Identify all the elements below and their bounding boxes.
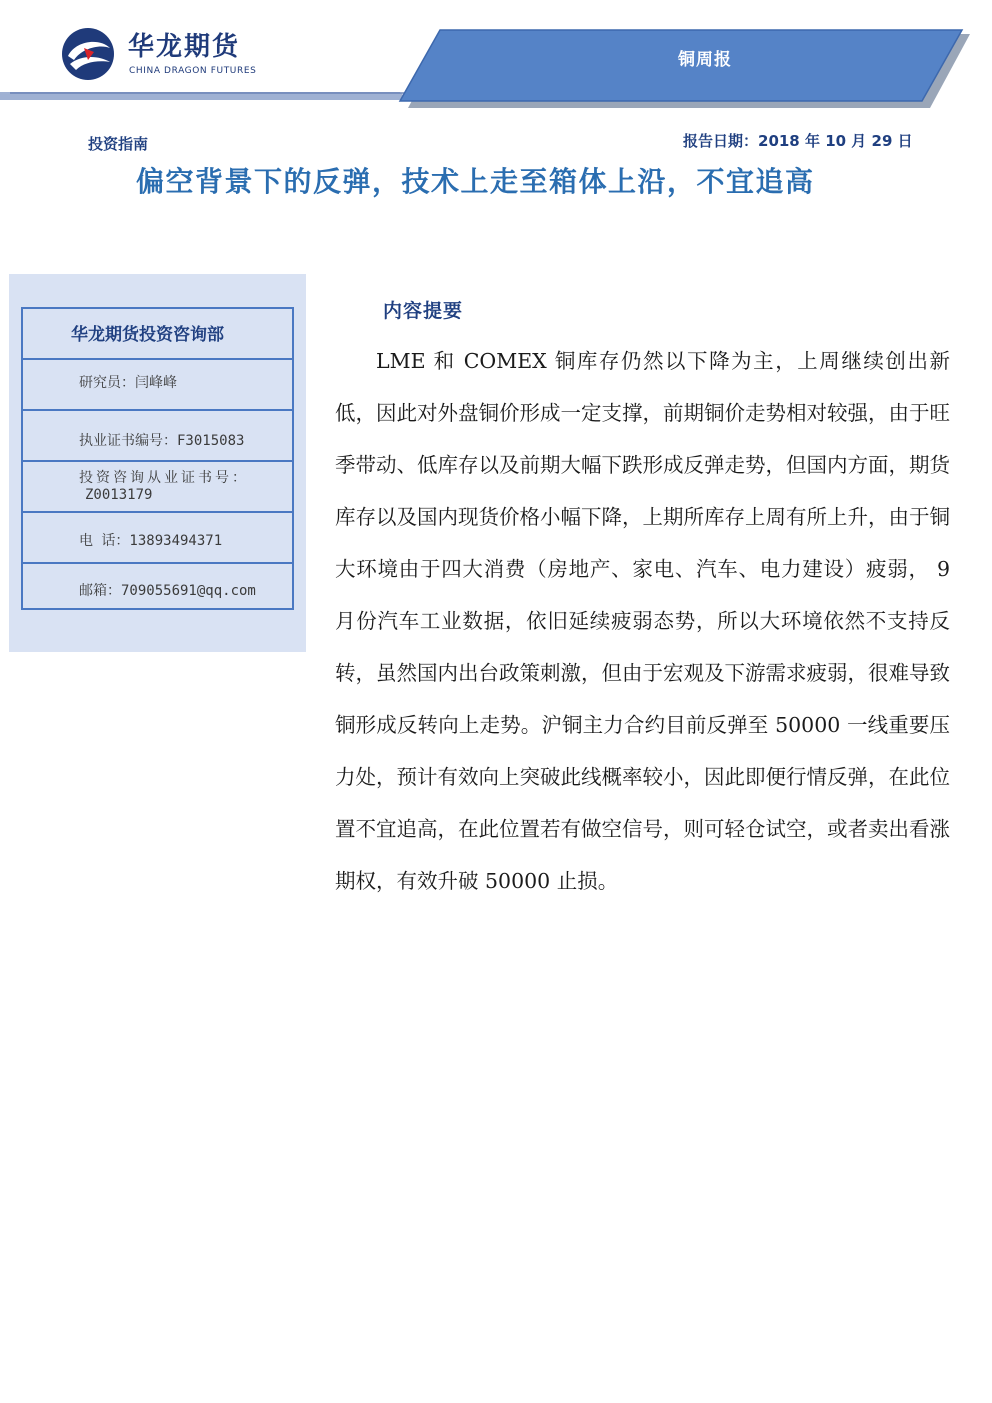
brand-name-cn: 华龙期货 (128, 32, 241, 62)
summary-heading: 内容提要 (383, 300, 464, 322)
consult-license-label: 投资咨询从业证书号： (79, 470, 249, 486)
license-number: 执业证书编号：F3015083 (23, 411, 292, 462)
author-info-box (21, 307, 294, 610)
phone-number: 电 话：13893494371 (23, 513, 292, 564)
report-header (0, 0, 992, 115)
summary-body: LME 和 COMEX 铜库存仍然以下降为主，上周继续创出新低，因此对外盘铜价形成一定支撑，前期铜价走势相对较强，由于旺季带动、低库存以及前期大幅下跌形成反弹走势，但国内方面，期货库存以及国内现货价格小幅下降，上期所库存上周有所上升，由于铜大环境由于四大消费（房地产、家电、汽车、电力建设）疲弱， 9 月份汽车工业数据，依旧延续疲弱态势，所以大环境依然不支持反转，虽然国内出台政策刺激，但由于宏观及下游需求疲弱，很难导致铜形成反转向上走势。沪铜主力合约目前反弹至 50000 一线重要压力处，预计有效向上突破此线概率较小，因此即便行情反弹，在此位置不宜追高，在此位置若有做空信号，则可轻仓试空，或者卖出看涨期权，有效升破 50000 止损。 (335, 349, 950, 893)
researcher-name: 研究员：闫峰峰 (23, 360, 292, 411)
dragon-logo-icon (60, 26, 116, 82)
report-category: 投资指南 (88, 135, 149, 153)
consult-license (23, 462, 292, 513)
consult-license-number: Z0013179 (85, 487, 153, 503)
report-type-banner: 铜周报 (678, 50, 732, 70)
brand-name-en: CHINA DRAGON FUTURES (129, 66, 257, 76)
report-title: 偏空背景下的反弹，技术上走至箱体上沿，不宜追高 (136, 165, 815, 198)
department-name: 华龙期货投资咨询部 (23, 309, 292, 360)
email-address: 邮箱：709055691@qq.com (79, 583, 256, 599)
report-date: 报告日期：2018 年 10 月 29 日 (683, 132, 913, 150)
